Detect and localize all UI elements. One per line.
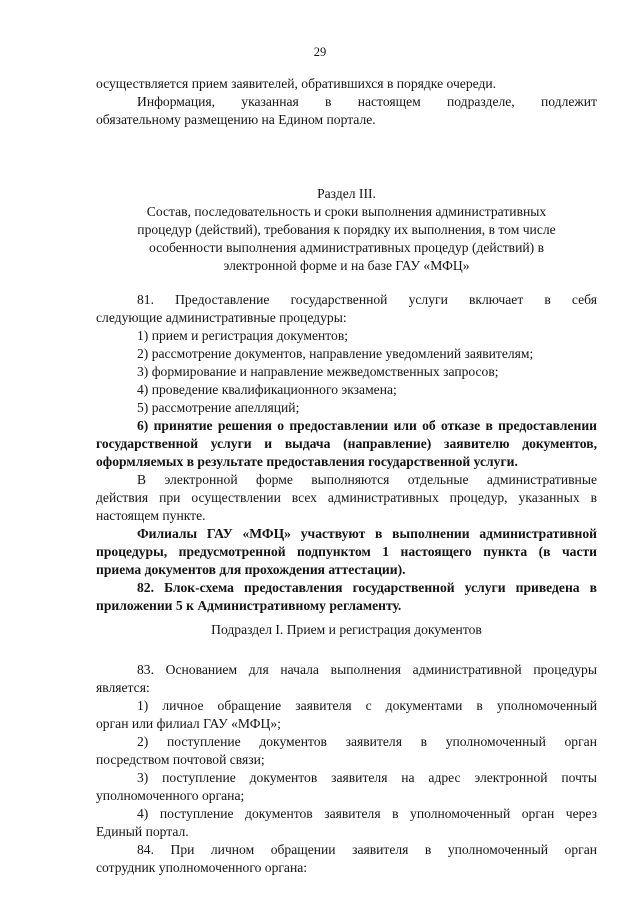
- list-item-1: 1) прием и регистрация документов;: [137, 328, 349, 343]
- list-item-2: 2) рассмотрение документов, направление уведомлений заявителям;: [137, 346, 534, 361]
- page-number: 29: [313, 45, 327, 59]
- electronic-form-line-1: В электронной форме выполняются отдельные административные: [137, 472, 597, 487]
- paragraph-82-line-2: приложении 5 к Административному регламенту.: [96, 598, 402, 613]
- list-item-6-line-3: оформляемых в результате предоставления государственной услуги.: [96, 454, 518, 469]
- basis-item-4-line-1: 4) поступление документов заявителя в уполномоченный орган через: [137, 806, 597, 821]
- electronic-form-line-3: настоящем пункте.: [96, 508, 206, 523]
- list-item-6-line-2: государственной услуги и выдача (направление) заявителю документов,: [96, 436, 597, 451]
- intro-paragraph-2-line-2: обязательному размещению на Едином портале.: [96, 112, 376, 127]
- subsection-heading: Подраздел I. Прием и регистрация документов: [211, 622, 482, 637]
- basis-item-4-line-2: Единый портал.: [96, 824, 189, 839]
- intro-paragraph-2-line-1: Информация, указанная в настоящем подразделе, подлежит: [137, 94, 597, 109]
- intro-paragraph-1: осуществляется прием заявителей, обратившихся в порядке очереди.: [96, 76, 497, 91]
- list-item-5: 5) рассмотрение апелляций;: [137, 400, 300, 415]
- paragraph-82-line-1: 82. Блок-схема предоставления государственной услуги приведена в: [137, 580, 597, 595]
- basis-item-1-line-1: 1) личное обращение заявителя с документами в уполномоченный: [137, 698, 597, 713]
- electronic-form-line-2: действия при осуществлении всех административных процедур, указанных в: [96, 490, 597, 505]
- section-title-block: [96, 185, 597, 275]
- section-heading: Раздел III.: [317, 186, 376, 201]
- branches-line-1: Филиалы ГАУ «МФЦ» участвуют в выполнении административной: [137, 526, 597, 541]
- paragraph-83-line-2: является:: [96, 680, 150, 695]
- basis-item-2-line-1: 2) поступление документов заявителя в уполномоченный орган: [137, 734, 597, 749]
- section-title-line-4: электронной форме и на базе ГАУ «МФЦ»: [223, 258, 470, 273]
- section-title-line-2: процедур (действий), требования к порядку их выполнения, в том числе: [137, 222, 556, 237]
- paragraph-81-line-1: 81. Предоставление государственной услуги включает в себя: [137, 292, 597, 307]
- paragraph-84-line-1: 84. При личном обращении заявителя в уполномоченный орган: [137, 842, 597, 857]
- basis-item-2-line-2: посредством почтовой связи;: [96, 752, 265, 767]
- basis-item-3-line-2: уполномоченного органа;: [96, 788, 245, 803]
- paragraph-81-line-2: следующие административные процедуры:: [96, 310, 347, 325]
- section-title-line-1: Состав, последовательность и сроки выполнения административных: [146, 204, 547, 219]
- paragraph-83-line-1: 83. Основанием для начала выполнения административной процедуры: [137, 662, 597, 677]
- basis-item-1-line-2: орган или филиал ГАУ «МФЦ»;: [96, 716, 281, 731]
- branches-line-3: приема документов для прохождения аттестации).: [96, 562, 406, 577]
- branches-line-2: процедуры, предусмотренной подпунктом 1 настоящего пункта (в части: [96, 544, 597, 559]
- list-item-3: 3) формирование и направление межведомственных запросов;: [137, 364, 499, 379]
- paragraph-84-line-2: сотрудник уполномоченного органа:: [96, 860, 308, 875]
- document-body: [96, 75, 597, 877]
- basis-item-3-line-1: 3) поступление документов заявителя на адрес электронной почты: [137, 770, 597, 785]
- list-item-4: 4) проведение квалификационного экзамена;: [137, 382, 397, 397]
- list-item-6-line-1: 6) принятие решения о предоставлении или об отказе в предоставлении: [137, 418, 597, 433]
- section-title-line-3: особенности выполнения административных процедур (действий) в: [149, 240, 544, 255]
